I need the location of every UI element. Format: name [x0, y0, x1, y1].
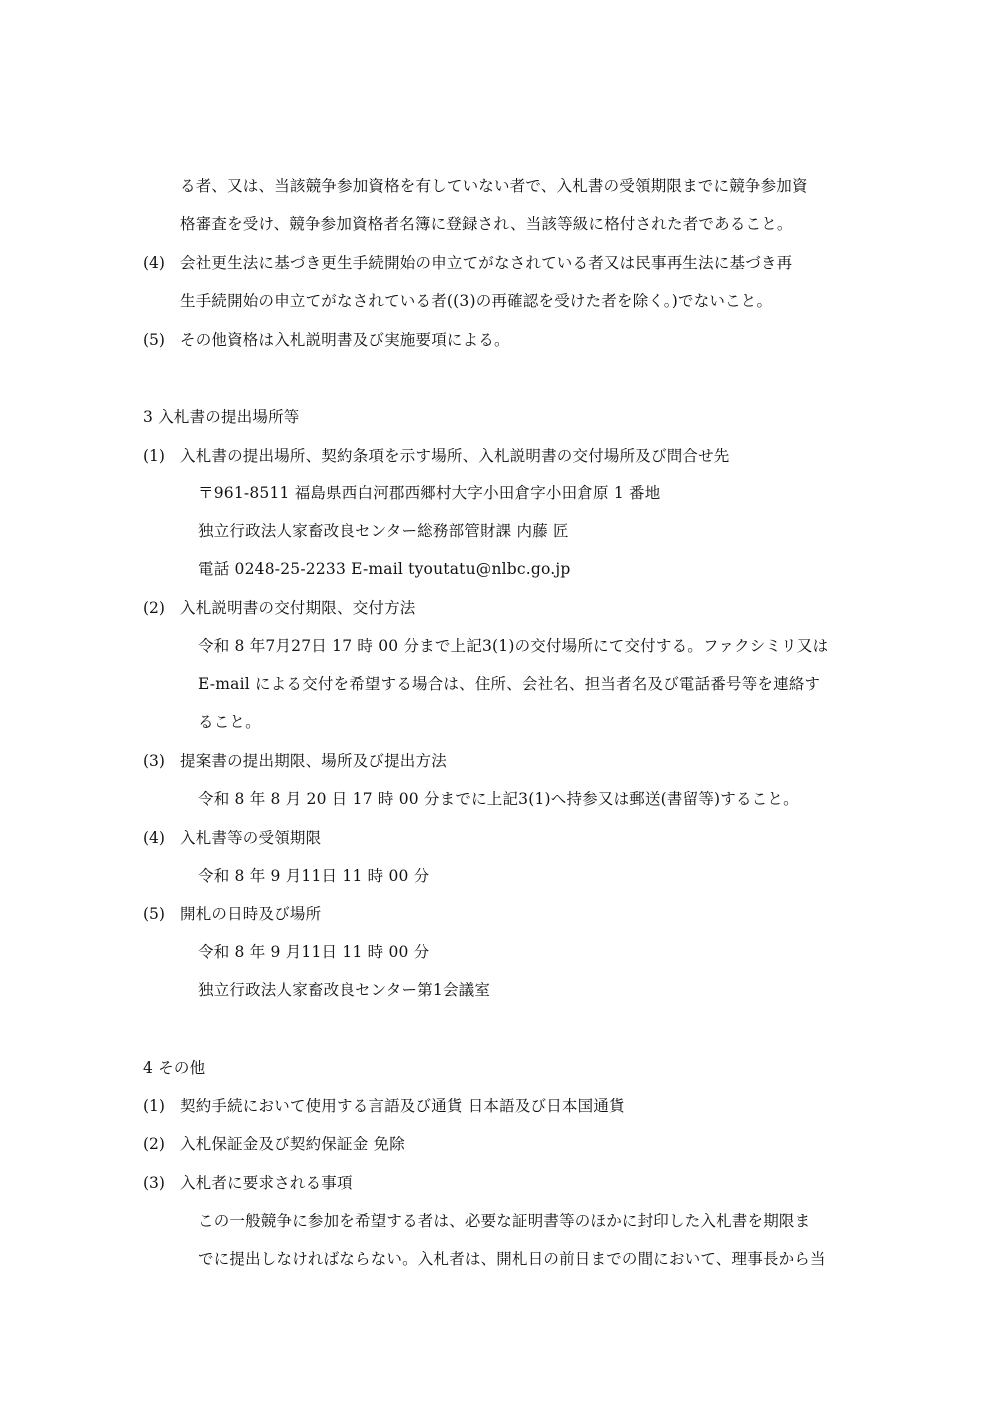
section-4-item-3-line-1: この一般競争に参加を希望する者は、必要な証明書等のほかに封印した入札書を期限ま — [198, 1212, 811, 1230]
section-4-item-3-number: (3) — [143, 1174, 165, 1192]
section-3-item-2-text: 入札説明書の交付期限、交付方法 — [180, 599, 416, 617]
qualification-line-1: る者、又は、当該競争参加資格を有していない者で、入札書の受領期限までに競争参加資 — [180, 177, 808, 195]
section-3-item-3-line-1: 令和 8 年 8 月 20 日 17 時 00 分までに上記3(1)へ持参又は郵送(書留等)すること。 — [198, 790, 799, 808]
section-3-item-2-line-2: E-mail による交付を希望する場合は、住所、会社名、担当者名及び電話番号等を連絡す — [198, 675, 821, 693]
section-3-item-5-number: (5) — [143, 905, 165, 923]
section-3-item-2-line-1: 令和 8 年7月27日 17 時 00 分まで上記3(1)の交付場所にて交付する。ファクシミリ又は — [198, 637, 829, 655]
contact-address: 〒961-8511 福島県西白河郡西郷村大字小田倉字小田倉原 1 番地 — [198, 484, 661, 502]
section-3-item-5-line-2: 独立行政法人家畜改良センター第1会議室 — [198, 981, 491, 999]
section-4-item-3-line-2: でに提出しなければならない。入札者は、開札日の前日までの間において、理事長から当 — [198, 1250, 826, 1268]
contact-department: 独立行政法人家畜改良センター総務部管財課 内藤 匠 — [198, 522, 569, 540]
section-3-item-2-number: (2) — [143, 599, 165, 617]
section-4-heading: 4 その他 — [143, 1059, 206, 1077]
section-3-item-3-number: (3) — [143, 752, 165, 770]
section-3-item-5-line-1: 令和 8 年 9 月11日 11 時 00 分 — [198, 943, 430, 961]
section-3-heading: 3 入札書の提出場所等 — [143, 408, 300, 426]
section-4-item-2-text: 入札保証金及び契約保証金 免除 — [180, 1135, 405, 1153]
section-4-item-1-number: (1) — [143, 1097, 165, 1115]
section-3-item-4-text: 入札書等の受領期限 — [180, 829, 322, 847]
section-3-item-2-line-3: ること。 — [198, 713, 261, 731]
section-4-item-1-text: 契約手続において使用する言語及び通貨 日本語及び日本国通貨 — [180, 1097, 625, 1115]
section-3-item-5-text: 開札の日時及び場所 — [180, 905, 322, 923]
item-2-4-line-1: 会社更生法に基づき更生手続開始の申立てがなされている者又は民事再生法に基づき再 — [180, 254, 793, 272]
section-3-item-1-text: 入札書の提出場所、契約条項を示す場所、入札説明書の交付場所及び問合せ先 — [180, 447, 730, 465]
section-3-item-4-line-1: 令和 8 年 9 月11日 11 時 00 分 — [198, 867, 430, 885]
item-2-5-text: その他資格は入札説明書及び実施要項による。 — [180, 331, 510, 349]
qualification-line-2: 格審査を受け、競争参加資格者名簿に登録され、当該等級に格付された者であること。 — [180, 215, 793, 233]
section-3-item-3-text: 提案書の提出期限、場所及び提出方法 — [180, 752, 447, 770]
section-4-item-2-number: (2) — [143, 1135, 165, 1153]
contact-phone-email: 電話 0248-25-2233 E-mail tyoutatu@nlbc.go.jp — [198, 560, 571, 578]
section-3-item-4-number: (4) — [143, 829, 165, 847]
item-2-5-number: (5) — [143, 331, 165, 349]
item-2-4-number: (4) — [143, 254, 165, 272]
section-3-item-1-number: (1) — [143, 447, 165, 465]
section-4-item-3-text: 入札者に要求される事項 — [180, 1174, 353, 1192]
item-2-4-line-2: 生手続開始の申立てがなされている者((3)の再確認を受けた者を除く。)でないこと。 — [180, 292, 773, 310]
